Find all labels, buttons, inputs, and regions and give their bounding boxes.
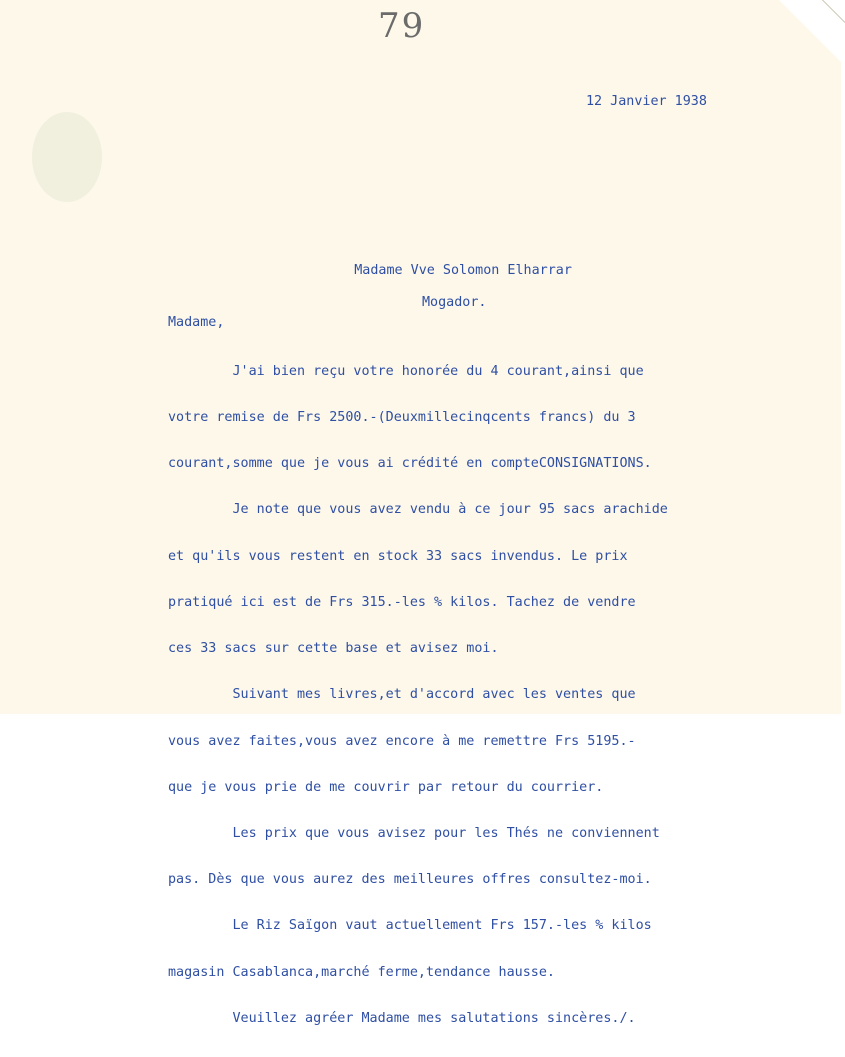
body-line: et qu'ils vous restent en stock 33 sacs invendus. Le prix (168, 548, 628, 564)
letter-body (168, 333, 668, 1057)
body-line: courant,somme que je vous ai crédité en compteCONSIGNATIONS. (168, 456, 652, 472)
body-line: Je note que vous avez vendu à ce jour 95 sacs arachide (168, 502, 668, 518)
body-line: ces 33 sacs sur cette base et avisez moi. (168, 641, 499, 657)
body-line: votre remise de Frs 2500.-(Deuxmillecinqcents francs) du 3 (168, 410, 636, 426)
body-line: J'ai bien reçu votre honorée du 4 courant,ainsi que (168, 363, 644, 379)
salutation: Madame, (168, 315, 225, 330)
body-line: pratiqué ici est de Frs 315.-les % kilos. Tachez de vendre (168, 594, 636, 610)
body-line: que je vous prie de me couvrir par retour du courrier. (168, 779, 604, 795)
body-line: magasin Casablanca,marché ferme,tendance hausse. (168, 964, 555, 980)
handwritten-folio-number: 79 (378, 6, 426, 46)
addressee-block (322, 247, 572, 343)
addressee-name: Madame Vve Solomon Elharrar (354, 263, 572, 278)
body-line: Veuillez agréer Madame mes salutations sincères./. (168, 1010, 636, 1026)
body-line: pas. Dès que vous aurez des meilleures offres consultez-moi. (168, 872, 652, 888)
body-line: Suivant mes livres,et d'accord avec les ventes que (168, 687, 636, 703)
body-line: Le Riz Saïgon vaut actuellement Frs 157.-les % kilos (168, 918, 652, 934)
letter-date: 12 Janvier 1938 (586, 94, 707, 109)
body-line: vous avez faites,vous avez encore à me remettre Frs 5195.- (168, 733, 636, 749)
body-line: Les prix que vous avisez pour les Thés ne conviennent (168, 826, 660, 841)
addressee-city: Mogador. (422, 295, 487, 310)
paper-stain (32, 112, 102, 202)
